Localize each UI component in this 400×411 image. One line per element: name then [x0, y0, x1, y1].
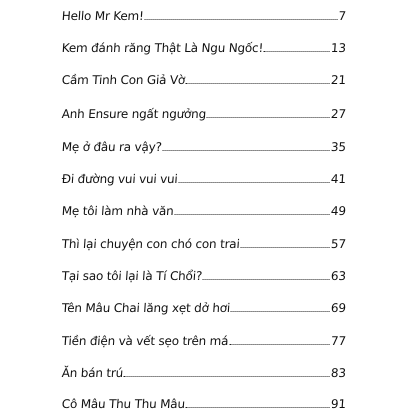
toc-entry-title: Tại sao tôi lại là Tí Chổi? [61, 269, 203, 283]
toc-dot-leader [144, 18, 337, 20]
toc-entry-page: 27 [330, 107, 347, 121]
toc-entry-title: Đi đường vui vui vui [61, 172, 179, 186]
toc-entry [61, 35, 346, 55]
toc-entry-title: Tiền điện và vết sẹo trên má [61, 334, 229, 348]
toc-dot-leader [203, 278, 330, 280]
toc-entry [61, 198, 346, 218]
toc-dot-leader [240, 246, 329, 248]
toc-dot-leader [178, 181, 329, 183]
toc-entry-title: Anh Ensure ngất ngưởng [61, 107, 207, 121]
toc-dot-leader [174, 213, 329, 215]
toc-dot-leader [207, 116, 330, 118]
toc-entry [61, 67, 346, 87]
toc-entry-title: Kem đánh răng Thật Là Ngu Ngốc! [61, 41, 264, 55]
toc-entry-title: Thì lại chuyện con chó con trai [61, 237, 241, 251]
toc-entry [61, 134, 346, 154]
toc-dot-leader [231, 310, 330, 312]
toc-entry-title: Tên Mâu Chai lăng xẹt dở hơi [61, 301, 231, 315]
toc-entry-page: 49 [330, 204, 347, 218]
toc-dot-leader [186, 82, 330, 84]
toc-dot-leader [186, 406, 330, 408]
toc-entry-page: 7 [337, 9, 347, 23]
toc-entry-page: 83 [330, 366, 347, 380]
toc-entry-page: 69 [330, 301, 347, 315]
toc-entry-title: Ăn bán trú [61, 366, 124, 380]
toc-entry-page: 13 [330, 41, 347, 55]
toc-dot-leader [162, 149, 329, 151]
toc-entry [61, 166, 346, 186]
toc-entry [61, 360, 346, 380]
toc-entry-title: Mẹ ở đâu ra vậy? [61, 140, 163, 154]
toc-entry [61, 101, 346, 121]
toc-entry-title: Cô Mâu Thu Thu Mâu [61, 397, 186, 411]
toc-entry [61, 3, 346, 23]
toc-entry-title: Cầm Tinh Con Giả Vờ [61, 73, 186, 87]
toc-entry-page: 21 [330, 73, 347, 87]
toc-entry-title: Hello Mr Kem! [61, 9, 145, 23]
toc-entry-page: 77 [330, 334, 347, 348]
toc-entry-page: 35 [330, 140, 347, 154]
toc-entry [61, 263, 346, 283]
toc-entry [61, 231, 346, 251]
toc-dot-leader [264, 50, 330, 52]
toc-entry [61, 295, 346, 315]
toc-entry-page: 41 [330, 172, 347, 186]
toc-dot-leader [229, 343, 330, 345]
table-of-contents [61, 0, 347, 411]
toc-entry-page: 63 [330, 269, 347, 283]
toc-entry-page: 57 [330, 237, 347, 251]
toc-dot-leader [124, 375, 330, 377]
toc-entry [61, 328, 346, 348]
toc-entry [61, 391, 346, 411]
toc-entry-page: 91 [330, 397, 347, 411]
toc-entry-title: Mẹ tôi làm nhà văn [61, 204, 175, 218]
